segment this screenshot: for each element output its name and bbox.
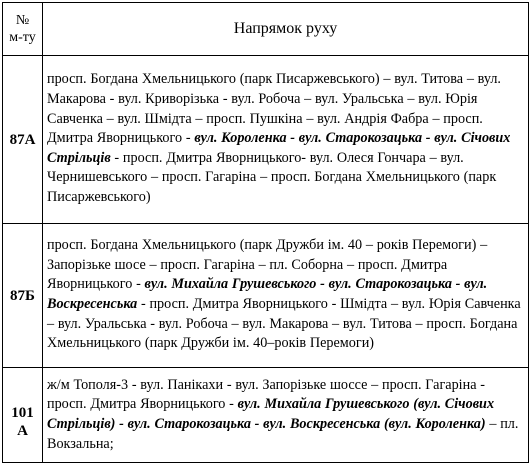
route-direction-cell <box>43 224 529 368</box>
route-number-cell <box>3 224 43 368</box>
route-segment: – пл. Вокзальна; <box>47 416 519 452</box>
route-segment-emphasized: вул. Михайла Грушевського - вул. Старокозацька - вул. Воскресенська <box>47 276 488 312</box>
route-segment: просп. Богдана Хмельницького (парк Дружби ім. 40 – років Перемоги) – Запорізьке шосе – просп. Гагаріна – пл. Соборна – просп. Дмитра Яворницького - <box>47 237 488 293</box>
route-direction-cell <box>43 56 529 224</box>
route-number-cell <box>3 368 43 463</box>
route-direction-cell <box>43 368 529 463</box>
route-number: 87Б <box>10 287 35 304</box>
route-segment: просп. Богдана Хмельницького (парк Писаржевського) – вул. Титова – вул. Макарова - вул. Криворізька - вул. Робоча – вул. Уральська – вул. Юрія Савченка – вул. Шмідта – просп. Пушкіна – вул. Андрія Фабра – просп. Дмитра Яворницького - <box>47 71 501 147</box>
table-row <box>3 56 529 224</box>
table-row <box>3 368 529 463</box>
route-number-header <box>3 3 43 56</box>
route-segment-emphasized: вул. Короленка - вул. Старокозацька - вул. Січових Стрільців <box>47 130 511 166</box>
table-row <box>3 224 529 368</box>
route-number-header-line1: № <box>15 13 30 28</box>
route-number-header-line2: м-ту <box>9 30 36 45</box>
route-segment: - просп. Дмитра Яворницького - Шмідта – вул. Юрія Савченка – вул. Уральська - вул. Робоча – вул. Макарова – вул. Титова – просп. Богдана Хмельницького (парк Дружби ім. 40–років Перемоги) <box>47 296 521 352</box>
routes-table <box>2 2 529 463</box>
route-number: 87А <box>9 131 36 148</box>
table-header-row <box>3 3 529 56</box>
route-segment: ж/м Тополя-3 - вул. Панікахи - вул. Запорізьке шоссе – просп. Гагаріна - просп. Дмитра Яворницького - <box>47 376 485 413</box>
route-segment-emphasized: вул. Михайла Грушевського (вул. Січових Стрільців) - вул. Старокозацька - вул. Воскресенська (вул. Короленка) <box>47 396 495 432</box>
route-number-cell <box>3 56 43 224</box>
route-number-line1: 101 <box>11 405 34 421</box>
route-segment: - просп. Дмитра Яворницького- вул. Олеся Гончара – вул. Чернишевського – просп. Гагаріна – просп. Богдана Хмельницького (парк Писаржевського) <box>47 149 497 205</box>
route-number-line2: А <box>17 423 28 439</box>
direction-header: Напрямок руху <box>43 3 529 56</box>
